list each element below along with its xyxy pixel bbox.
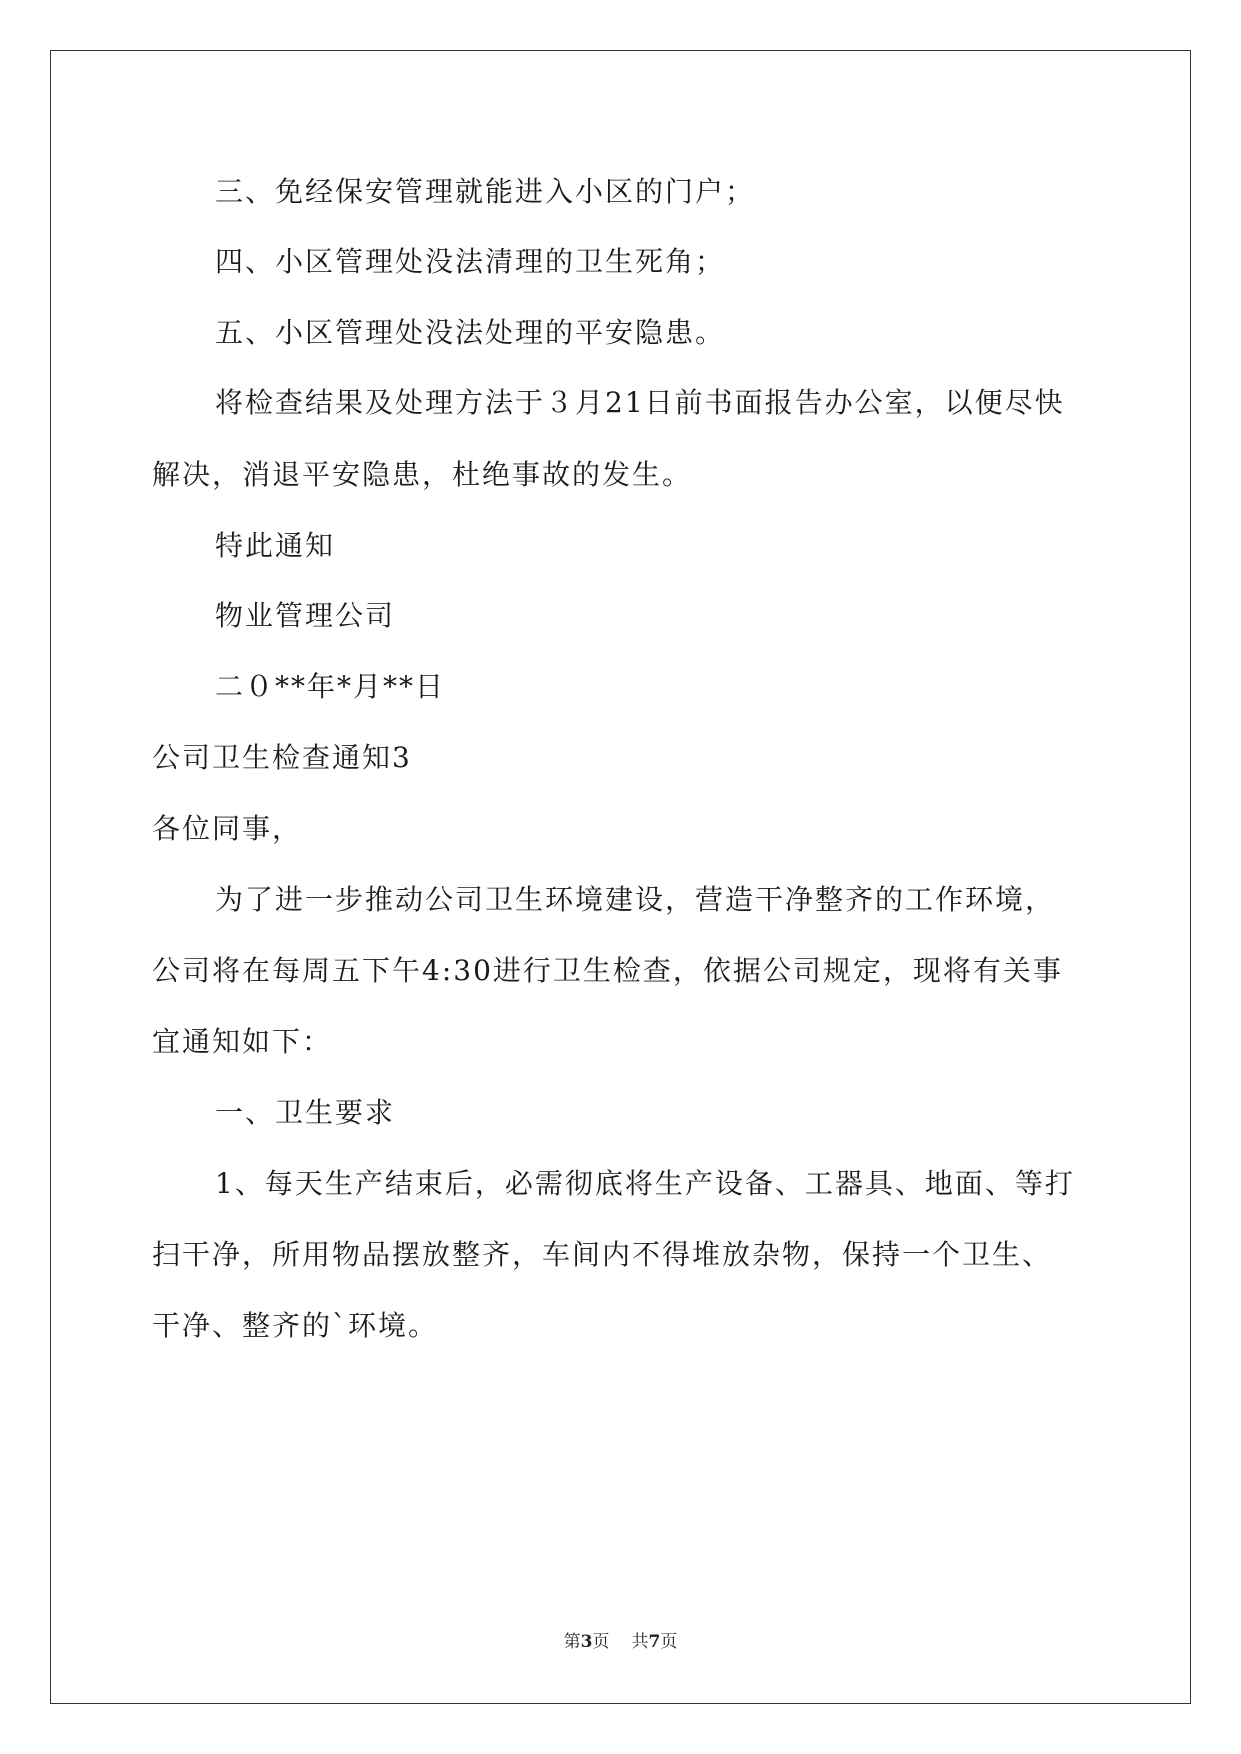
- page-total: 7: [648, 1632, 661, 1652]
- page-border: [50, 50, 1191, 1704]
- paragraph-line: 宜通知如下：: [152, 1025, 333, 1058]
- page-footer: [0, 1631, 1241, 1653]
- page-current: 3: [580, 1632, 593, 1652]
- section-title: 公司卫生检查通知3: [152, 741, 412, 774]
- paragraph-line: 扫干净，所用物品摆放整齐，车间内不得堆放杂物，保持一个卫生、: [152, 1238, 1053, 1271]
- notice-closing: 特此通知: [215, 529, 336, 562]
- paragraph-line: 三、免经保安管理就能进入小区的门户；: [215, 175, 756, 208]
- paragraph-line: 为了进一步推动公司卫生环境建设，营造干净整齐的工作环境，: [215, 883, 1056, 916]
- paragraph-line: 干净、整齐的`环境。: [152, 1309, 439, 1342]
- paragraph-line: 解决，消退平安隐患，杜绝事故的发生。: [152, 458, 693, 491]
- paragraph-line: 1、每天生产结束后，必需彻底将生产设备、工器具、地面、等打: [215, 1167, 1075, 1200]
- issuer-name: 物业管理公司: [215, 599, 396, 632]
- salutation: 各位同事，: [152, 812, 303, 845]
- page-prefix: 第: [563, 1632, 581, 1652]
- paragraph-line: 公司将在每周五下午4:30进行卫生检查，依据公司规定，现将有关事: [152, 954, 1063, 987]
- total-prefix: 共: [631, 1632, 649, 1652]
- page-suffix: 页: [592, 1632, 610, 1652]
- total-suffix: 页: [660, 1632, 678, 1652]
- paragraph-line: 五、小区管理处没法处理的平安隐患。: [215, 316, 726, 349]
- paragraph-line: 将检查结果及处理方法于３月21日前书面报告办公室，以便尽快: [215, 386, 1065, 419]
- subsection-heading: 一、卫生要求: [215, 1096, 396, 1129]
- issue-date: 二０**年*月**日: [215, 670, 446, 703]
- paragraph-line: 四、小区管理处没法清理的卫生死角；: [215, 245, 726, 278]
